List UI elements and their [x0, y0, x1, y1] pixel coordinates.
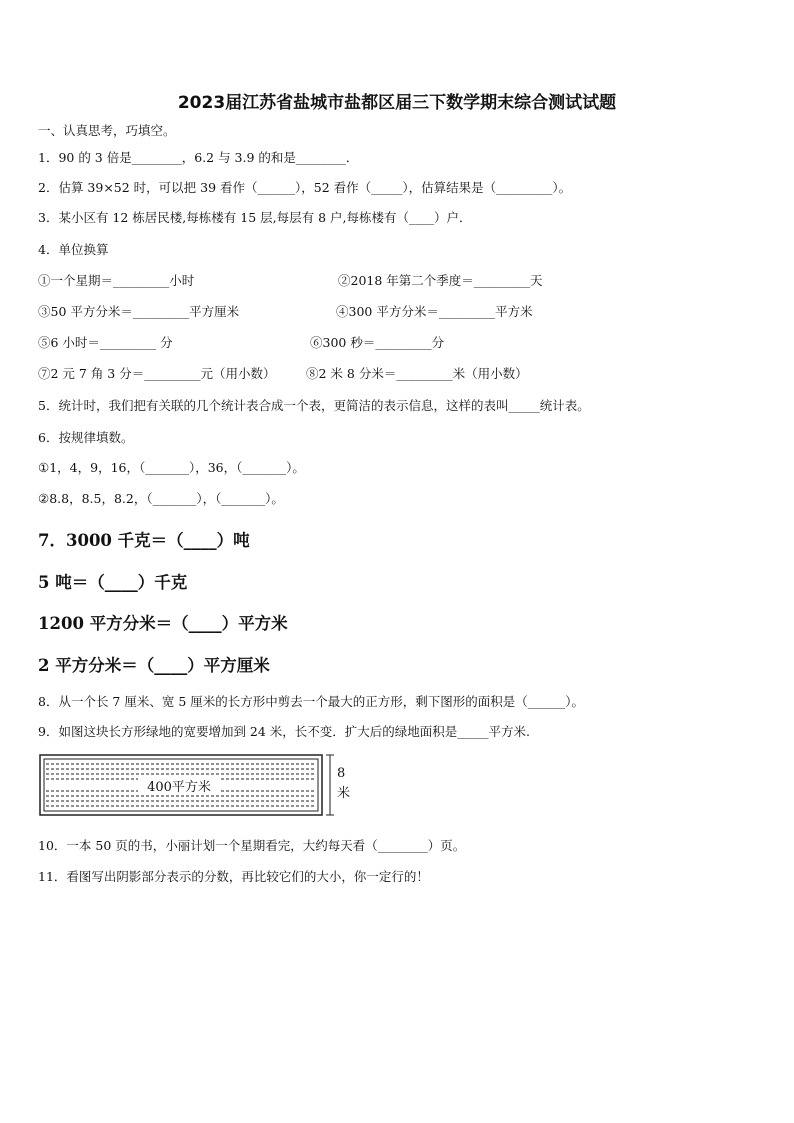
area-label: 400平方米 [147, 780, 211, 795]
question-9: 9．如图这块长方形绿地的宽要增加到 24 米，长不变．扩大后的绿地面积是_____平方米. [38, 724, 531, 739]
sequence-1: ①1，4，9，16，（_______），36，（_______）。 [38, 460, 305, 475]
question-7-part-2: 5 吨＝（____）千克 [38, 573, 188, 592]
question-6: 6．按规律填数。 [38, 430, 134, 445]
question-7: 7．3000 千克＝（____）吨 [38, 531, 250, 550]
conversion-item: ②2018 年第二个季度＝_________天 [338, 273, 543, 288]
conversion-item: ⑧2 米 8 分米＝_________米（用小数） [306, 366, 528, 381]
conversion-item: ⑥300 秒＝_________分 [310, 335, 445, 350]
section-heading: 一、认真思考，巧填空。 [38, 123, 176, 138]
conversion-row-2 [38, 302, 738, 320]
question-8: 8．从一个长 7 厘米、宽 5 厘米的长方形中剪去一个最大的正方形，剩下图形的面积是（______）。 [38, 694, 585, 709]
question-3: 3．某小区有 12 栋居民楼,每栋楼有 15 层,每层有 8 户,每栋楼有（____）户． [38, 210, 472, 225]
question-5: 5．统计时，我们把有关联的几个统计表合成一个表，更简洁的表示信息，这样的表叫_____统计表。 [38, 398, 590, 413]
question-4: 4．单位换算 [38, 242, 109, 257]
page-title: 2023届江苏省盐城市盐都区届三下数学期末综合测试试题 [177, 93, 617, 113]
conversion-item: ⑤6 小时＝_________ 分 [38, 335, 173, 350]
conversion-item: ④300 平方分米＝_________平方米 [336, 304, 533, 319]
question-7-part-4: 2 平方分米＝（____）平方厘米 [38, 656, 270, 675]
question-1: 1．90 的 3 倍是________，6.2 与 3.9 的和是________． [38, 150, 359, 165]
conversion-item: ①一个星期＝_________小时 [38, 273, 195, 288]
question-7-part-3: 1200 平方分米＝（____）平方米 [38, 614, 288, 633]
conversion-item: ⑦2 元 7 角 3 分＝_________元（用小数） [38, 366, 276, 381]
conversion-row-3 [38, 333, 738, 351]
question-11: 11．看图写出阴影部分表示的分数，再比较它们的大小，你一定行的！ [38, 869, 429, 884]
conversion-row-4 [38, 364, 738, 382]
question-2: 2．估算 39×52 时，可以把 39 看作（______），52 看作（_____），估算结果是（_________）。 [38, 180, 572, 195]
sequence-2: ②8.8，8.5，8.2，（_______），（_______）。 [38, 491, 284, 506]
question-10: 10．一本 50 页的书，小丽计划一个星期看完，大约每天看（________）页。 [38, 838, 466, 853]
rectangle-figure [38, 753, 358, 821]
side-label: 8 米 [337, 766, 351, 801]
conversion-item: ③50 平方分米＝_________平方厘米 [38, 304, 240, 319]
conversion-row-1 [38, 271, 738, 289]
